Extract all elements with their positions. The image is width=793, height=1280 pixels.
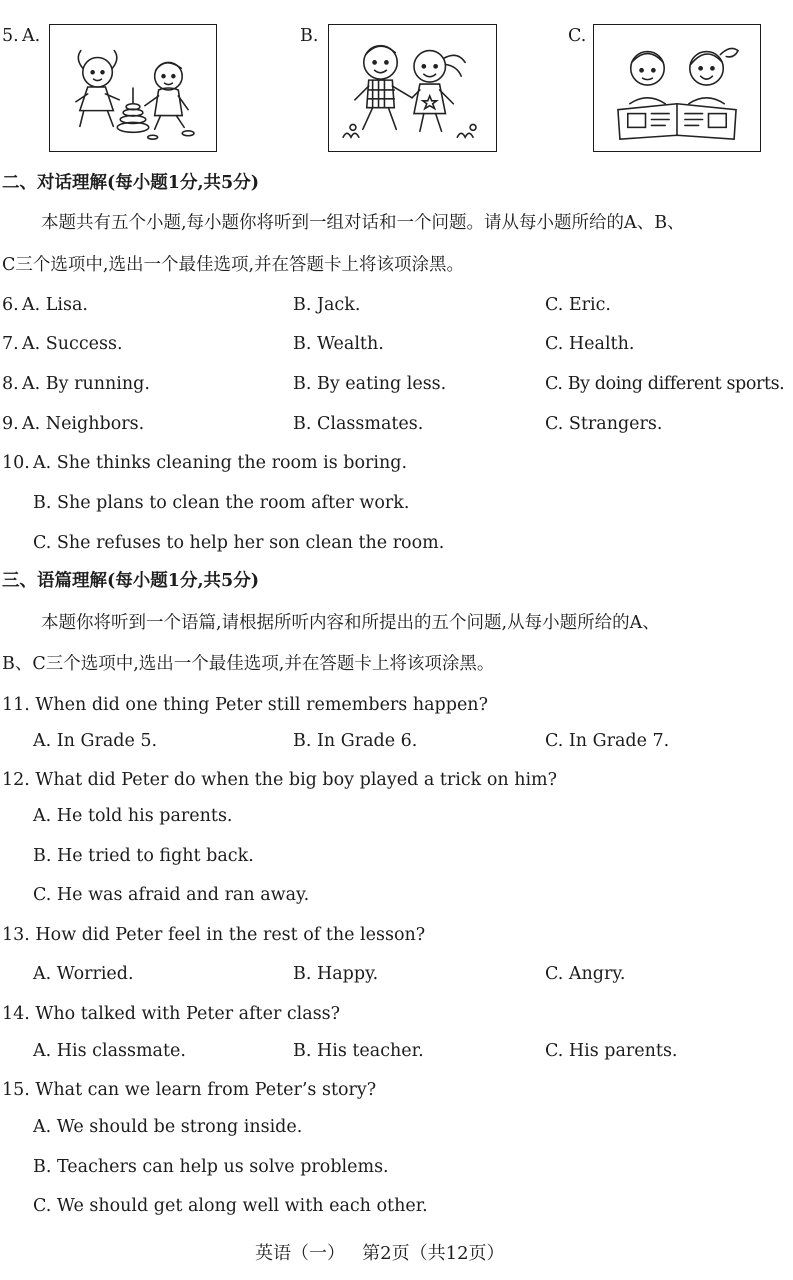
- q13-option-c: C. Angry.: [545, 964, 626, 984]
- q12-option-a: A. He told his parents.: [33, 806, 233, 826]
- q5-option-b-picture: [328, 24, 497, 152]
- q15-option-b: B. Teachers can help us solve problems.: [33, 1157, 389, 1177]
- q10-number: 10.: [2, 453, 30, 473]
- section3-intro-line2: B、C三个选项中,选出一个最佳选项,并在答题卡上将该项涂黑。: [2, 654, 495, 674]
- q15-option-a: A. We should be strong inside.: [33, 1117, 303, 1137]
- q15-stem: 15. What can we learn from Peter’s story?: [2, 1080, 377, 1100]
- section2-heading: 二、对话理解(每小题1分,共5分): [2, 173, 260, 193]
- q14-option-b: B. His teacher.: [293, 1041, 424, 1061]
- q12-option-b: B. He tried to fight back.: [33, 846, 254, 866]
- q13-option-b: B. Happy.: [293, 964, 379, 984]
- page-footer: 英语（一） 第2页（共12页）: [255, 1243, 505, 1264]
- q8-option-b: B. By eating less.: [293, 374, 447, 394]
- q14-option-c: C. His parents.: [545, 1041, 678, 1061]
- q10-option-c: C. She refuses to help her son clean the room.: [33, 533, 445, 553]
- q11-option-c: C. In Grade 7.: [545, 731, 670, 751]
- q6-option-a: A. Lisa.: [22, 295, 88, 315]
- boy-and-girl-reading-book-icon: [594, 25, 760, 151]
- q9-option-c: C. Strangers.: [545, 414, 663, 434]
- boy-and-girl-stacking-rings-icon: [50, 25, 216, 151]
- q9-option-a: A. Neighbors.: [22, 414, 145, 434]
- q5-option-c-label: C.: [568, 26, 587, 46]
- q8-option-a: A. By running.: [22, 374, 150, 394]
- q8-option-c: C. By doing different sports.: [545, 374, 785, 394]
- q5-option-c-picture: [593, 24, 761, 152]
- boy-and-girl-walking-hand-in-hand-icon: [329, 25, 496, 151]
- q6-option-b: B. Jack.: [293, 295, 361, 315]
- q5-option-a-label: A.: [22, 26, 41, 46]
- q9-number: 9.: [2, 414, 19, 434]
- q12-stem: 12. What did Peter do when the big boy played a trick on him?: [2, 770, 558, 790]
- q14-option-a: A. His classmate.: [33, 1041, 186, 1061]
- q7-option-c: C. Health.: [545, 334, 635, 354]
- q10-option-b: B. She plans to clean the room after work.: [33, 493, 410, 513]
- section3-intro-line1: 本题你将听到一个语篇,请根据所听内容和所提出的五个问题,从每小题所给的A、: [41, 613, 660, 633]
- q9-option-b: B. Classmates.: [293, 414, 424, 434]
- q12-option-c: C. He was afraid and ran away.: [33, 885, 310, 905]
- q15-option-c: C. We should get along well with each other.: [33, 1196, 428, 1216]
- q5-option-a-picture: [49, 24, 217, 152]
- q11-stem: 11. When did one thing Peter still remembers happen?: [2, 695, 488, 715]
- q7-option-a: A. Success.: [22, 334, 123, 354]
- section2-intro-line1: 本题共有五个小题,每小题你将听到一组对话和一个问题。请从每小题所给的A、B、: [41, 213, 685, 233]
- section3-heading: 三、语篇理解(每小题1分,共5分): [2, 571, 260, 591]
- q6-number: 6.: [2, 295, 19, 315]
- q8-number: 8.: [2, 374, 19, 394]
- q7-number: 7.: [2, 334, 19, 354]
- q13-option-a: A. Worried.: [33, 964, 134, 984]
- section2-intro-line2: C三个选项中,选出一个最佳选项,并在答题卡上将该项涂黑。: [2, 255, 465, 275]
- q7-option-b: B. Wealth.: [293, 334, 384, 354]
- q11-option-a: A. In Grade 5.: [33, 731, 158, 751]
- q13-stem: 13. How did Peter feel in the rest of the lesson?: [2, 925, 426, 945]
- q5-option-b-label: B.: [300, 26, 319, 46]
- q11-option-b: B. In Grade 6.: [293, 731, 418, 751]
- q6-option-c: C. Eric.: [545, 295, 611, 315]
- q14-stem: 14. Who talked with Peter after class?: [2, 1004, 341, 1024]
- q5-number: 5.: [2, 26, 19, 46]
- q10-option-a: A. She thinks cleaning the room is boring.: [33, 453, 408, 473]
